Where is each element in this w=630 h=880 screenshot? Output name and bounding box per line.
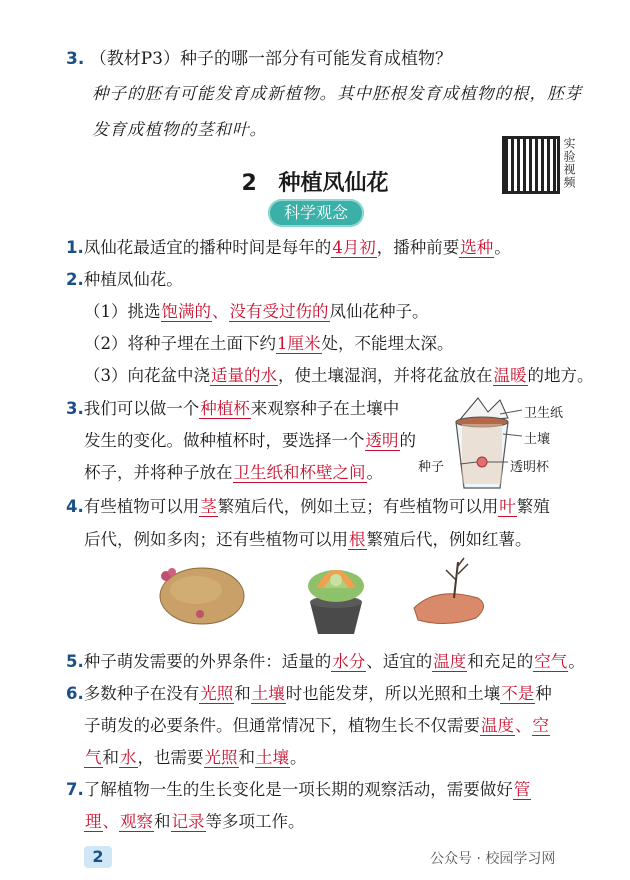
item-number: 6.	[66, 684, 84, 703]
text: （3）向花盆中浇	[84, 366, 210, 385]
text: 来观察种子在土壤中	[250, 399, 400, 418]
text: 和	[238, 748, 255, 767]
answer: 茎	[200, 497, 217, 516]
text: 和	[102, 748, 119, 767]
text: 我们可以做一个	[83, 399, 200, 418]
answer: 种植杯	[200, 399, 250, 418]
text: 和	[154, 812, 171, 831]
answer: 观察	[120, 812, 153, 831]
text: 时也能发芽，所以光照和土壤	[285, 684, 501, 703]
qr-label: 实验视频	[562, 137, 576, 189]
answer: 光照	[200, 684, 234, 703]
item-number: 7.	[66, 780, 84, 799]
text: 了解植物一生的生长变化是一项长期的观察活动，需要做好	[83, 780, 513, 799]
answer: 没有受过伤的	[229, 302, 329, 321]
item-2-1	[84, 298, 429, 322]
text: 杯子，并将种子放在	[84, 463, 233, 482]
text: 子萌发的必要条件。但通常情况下，植物生长不仅需要	[84, 716, 480, 735]
item-number: 2.	[66, 270, 84, 289]
lesson-number: 2	[241, 171, 257, 196]
answer: 1厘米	[277, 334, 321, 353]
answer: 水	[120, 748, 137, 767]
text: 种子萌发需要的外界条件：适量的	[83, 652, 332, 671]
text: 处，不能埋太深。	[321, 334, 454, 353]
text: 等多项工作。	[205, 812, 305, 831]
text: ，也需要	[137, 748, 204, 767]
text: 凤仙花种子。	[329, 302, 429, 321]
text: 和充足的	[467, 652, 534, 671]
watermark: 公众号 · 校园学习网	[430, 851, 556, 867]
lesson-title	[0, 166, 630, 197]
answer: 不是	[501, 684, 535, 703]
text: 繁殖	[516, 497, 550, 516]
answer: 温度	[433, 652, 467, 671]
text: 繁殖后代，例如土豆；有些植物可以用	[217, 497, 499, 516]
text: 。	[494, 238, 511, 257]
text: 凤仙花最适宜的播种时间是每年的	[83, 238, 332, 257]
item-3-line-3	[84, 459, 383, 483]
cup-label-soil: 土壤	[524, 432, 551, 447]
text: 种植凤仙花。	[83, 270, 183, 289]
text: 的地方。	[527, 366, 594, 385]
item-2	[66, 266, 183, 290]
text: 。	[568, 652, 585, 671]
page-number: 2	[84, 846, 112, 868]
lesson-name: 种植凤仙花	[278, 171, 389, 196]
item-4-line-2	[84, 526, 532, 550]
answer: 理	[85, 812, 102, 831]
answer: 温度	[481, 716, 514, 735]
prev-q3-question: （教材P3）种子的哪一部分有可能发育成植物？	[89, 49, 452, 69]
item-5	[66, 648, 585, 672]
text: 、	[102, 812, 119, 831]
item-number: 1.	[66, 238, 84, 257]
answer: 光照	[204, 748, 238, 767]
answer: 空	[532, 716, 549, 735]
cup-label-cup: 透明杯	[510, 460, 550, 475]
text: ，使土壤湿润，并将花盆放在	[278, 366, 493, 385]
answer: 管	[513, 780, 531, 799]
item-2-2	[84, 330, 454, 354]
succulent-image	[296, 552, 376, 636]
text: 、	[212, 302, 229, 321]
answer: 卫生纸和杯壁之间	[233, 463, 366, 482]
text: 发生的变化。做种植杯时，要选择一个	[84, 431, 365, 450]
answer: 选种	[460, 238, 494, 257]
prev-q3-number: 3.	[66, 49, 85, 69]
text: （1）挑选	[84, 302, 161, 321]
answer: 土壤	[251, 684, 285, 703]
text: 、	[515, 716, 532, 735]
text: 。	[366, 463, 383, 482]
text: 、适宜的	[366, 652, 433, 671]
text: 。	[290, 748, 307, 767]
section-badge: 科学观念	[268, 199, 364, 227]
item-6-line-1	[66, 680, 552, 704]
answer: 记录	[171, 812, 205, 831]
text: 有些植物可以用	[83, 497, 200, 516]
text: 后代，例如多肉；还有些植物可以用	[84, 530, 348, 549]
item-1	[66, 234, 511, 258]
item-4-line-1	[66, 493, 550, 517]
text: （2）将种子埋在土面下约	[84, 334, 276, 353]
answer: 4月初	[332, 238, 376, 257]
item-6-line-3	[84, 744, 307, 768]
text: 种	[535, 684, 552, 703]
answer: 饱满的	[161, 302, 211, 321]
answer: 土壤	[256, 748, 289, 767]
text: 和	[234, 684, 251, 703]
prev-q3	[66, 44, 452, 69]
sweet-potato-image	[406, 556, 494, 632]
item-number: 3.	[66, 399, 84, 418]
item-3-line-2	[84, 427, 416, 451]
item-number: 4.	[66, 497, 84, 516]
potato-image	[152, 556, 248, 628]
answer: 根	[349, 530, 366, 549]
cup-label-seed: 种子	[418, 460, 445, 475]
answer: 叶	[499, 497, 516, 516]
text: 繁殖后代，例如红薯。	[366, 530, 532, 549]
cup-label-paper: 卫生纸	[524, 406, 564, 421]
answer: 适量的水	[211, 366, 277, 385]
answer: 温暖	[493, 366, 527, 385]
text: ，播种前要	[376, 238, 460, 257]
item-6-line-2	[84, 712, 550, 736]
prev-q3-answer-1: 种子的胚有可能发育成新植物。其中胚根发育成植物的根，胚芽	[92, 84, 582, 103]
answer: 水分	[332, 652, 366, 671]
text: 的	[399, 431, 416, 450]
answer: 透明	[365, 431, 399, 450]
prev-q3-answer-2: 发育成植物的茎和叶。	[92, 120, 267, 139]
answer: 空气	[534, 652, 568, 671]
item-7-line-2	[84, 808, 305, 832]
item-3-line-1	[66, 395, 399, 419]
item-number: 5.	[66, 652, 84, 671]
item-2-3	[84, 362, 594, 386]
answer: 气	[85, 748, 102, 767]
text: 多数种子在没有	[83, 684, 200, 703]
item-7-line-1	[66, 776, 531, 800]
